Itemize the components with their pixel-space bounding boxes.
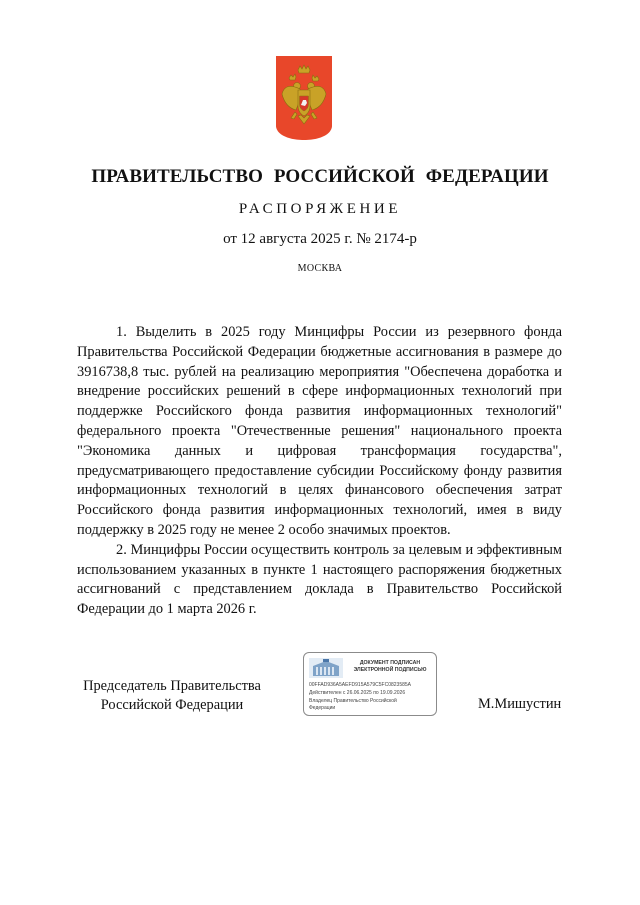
signer-position-line-1: Председатель Правительства [83,678,261,694]
signer-position [77,677,267,715]
government-title: ПРАВИТЕЛЬСТВО РОССИЙСКОЙ ФЕДЕРАЦИИ [91,166,549,187]
stamp-validity: Действителен с 26.06.2025 по 19.09.2026 [309,690,406,696]
document-body [77,323,562,620]
document-type: РАСПОРЯЖЕНИЕ [238,201,402,217]
stamp-owner-line-1: Владелец Правительство Российской [309,698,397,704]
paragraph-1: 1. Выделить в 2025 году Минцифры России из резервного фонда Правительства Российской Федерации бюджетные ассигнования в размере до 3916738,8 тыс. рублей на реализацию мероприятия "Обеспечена доработка и внедрение российских решений в сфере информационных технологий при поддержке Российского фонда развития информационных технологий" федерального проекта "Отечественные решения" национального проекта "Экономика данных и цифровая трансформация государства", предусматривающего предоставление субсидии Российскому фонду развития информационных технологий в целях финансового обеспечения затрат Российского фонда развития информационных технологий, имея в виду поддержку в 2025 году не менее 2 особо значимых проектов. [77,324,562,538]
electronic-signature-stamp [303,652,437,716]
stamp-certificate: 00FFAD936A5AEFD915A579C5FC0823585A [309,682,412,688]
coat-of-arms-emblem [276,56,332,140]
issue-city: МОСКВА [297,263,343,274]
stamp-header-line-1: ДОКУМЕНТ ПОДПИСАН [359,660,421,666]
signer-position-line-2: Российской Федерации [100,697,244,713]
document-date-number: от 12 августа 2025 г. № 2174-р [223,231,417,247]
stamp-header [346,660,434,673]
government-building-icon [309,658,343,678]
stamp-header-line-2: ЭЛЕКТРОННОЙ ПОДПИСЬЮ [353,666,427,673]
signer-name: М.Мишустин [478,696,562,712]
stamp-owner-line-2: Федерации [309,705,336,711]
russian-coat-of-arms-icon [276,56,332,140]
paragraph-2: 2. Минцифры России осуществить контроль за целевым и эффективным использованием указанных в пункте 1 настоящего распоряжения бюджетных ассигнований с представлением доклада в Правительство Российской Федерации до 1 марта 2026 г. [77,541,562,618]
